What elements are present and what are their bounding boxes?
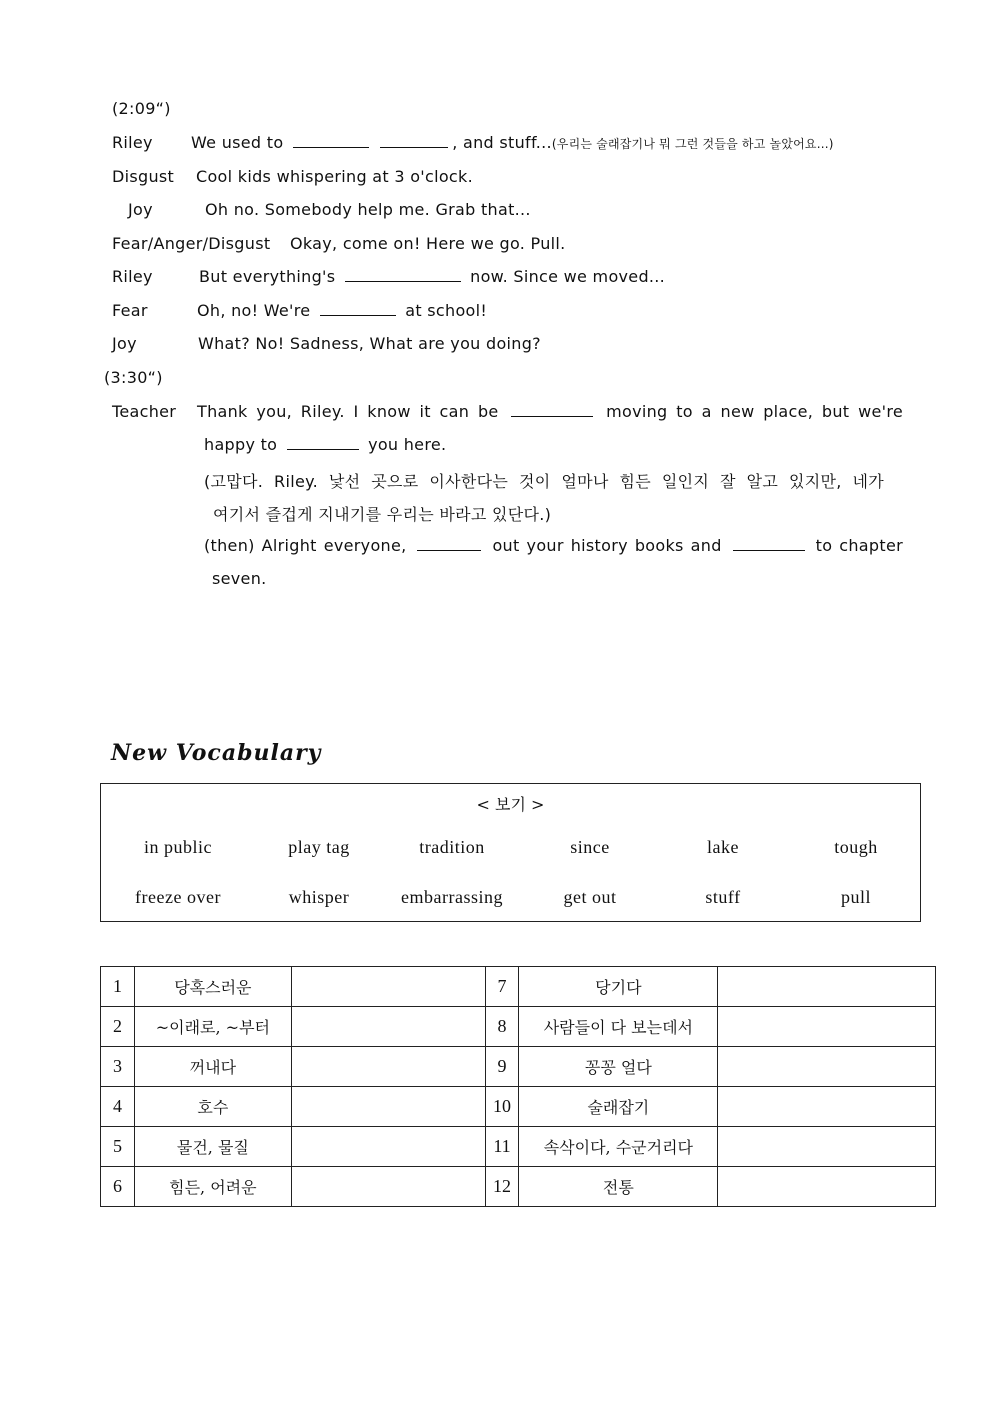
word-bank-item: lake [707,837,739,857]
answer-cell[interactable] [291,1087,485,1127]
speaker-label: Joy [112,334,137,353]
korean-translation: (우리는 술래잡기나 뭐 그런 것들을 하고 놀았어요...) [551,137,834,151]
word-bank-item: play tag [288,837,350,857]
answer-blank[interactable] [320,301,396,316]
korean-translation: (고맙다. Riley. 낯선 곳으로 이사한다는 것이 얼마나 힘든 일인지 잘 알고 있지만, 네가 [204,472,884,491]
dialogue-text: now. Since we moved... [470,267,666,286]
word-bank-item: tradition [419,837,485,857]
speaker-label: Riley [112,133,153,152]
answer-cell[interactable] [718,1007,936,1047]
answer-cell[interactable] [291,967,485,1007]
item-number: 12 [485,1167,519,1207]
dialogue-text: at school! [405,301,488,320]
item-number: 3 [101,1047,135,1087]
word-bank-item: tough [834,837,878,857]
item-number: 10 [485,1087,519,1127]
korean-meaning: 꺼내다 [134,1047,291,1087]
dialogue-line [204,536,903,555]
answer-blank[interactable] [417,536,481,551]
table-row [101,1127,936,1167]
dialogue-text: happy to [204,435,278,454]
dialogue-text: moving to a new place, but we're [606,402,904,421]
speaker-label: Fear/Anger/Disgust [112,234,271,253]
korean-meaning: 술래잡기 [519,1087,718,1127]
dialogue-text: But everything's [199,267,336,286]
dialogue-text: What? No! Sadness, What are you doing? [198,334,541,353]
answer-cell[interactable] [718,1047,936,1087]
section-title: New Vocabulary [111,740,322,766]
item-number: 5 [101,1127,135,1167]
dialogue-text: We used to [191,133,284,152]
item-number: 1 [101,967,135,1007]
word-bank-title: < 보기 > [476,795,545,814]
answer-cell[interactable] [291,1127,485,1167]
answer-cell[interactable] [291,1167,485,1207]
korean-meaning: 호수 [134,1087,291,1127]
vocab-table [100,966,936,1207]
dialogue-text: , and stuff... [452,133,552,152]
table-row [101,1007,936,1047]
korean-meaning: 당혹스러운 [134,967,291,1007]
answer-blank[interactable] [287,435,359,450]
korean-meaning: 물건, 물질 [134,1127,291,1167]
word-bank-item: in public [144,837,212,857]
speaker-label: Riley [112,267,153,286]
word-bank-item: get out [563,887,617,907]
korean-meaning: 속삭이다, 수군거리다 [519,1127,718,1167]
korean-meaning: 꽁꽁 얼다 [519,1047,718,1087]
korean-meaning: ~이래로, ~부터 [134,1007,291,1047]
dialogue-text: Cool kids whispering at 3 o'clock. [196,167,473,186]
answer-cell[interactable] [291,1007,485,1047]
item-number: 11 [485,1127,519,1167]
answer-cell[interactable] [291,1047,485,1087]
word-bank-item: freeze over [135,887,221,907]
item-number: 8 [485,1007,519,1047]
dialogue-text: out your history books and [492,536,722,555]
speaker-label: Joy [128,200,153,219]
answer-cell[interactable] [718,967,936,1007]
timestamp: (2:09“) [112,99,171,118]
word-bank-item: embarrassing [401,887,503,907]
dialogue-text: you here. [368,435,447,454]
korean-meaning: 사람들이 다 보는데서 [519,1007,718,1047]
korean-translation: 여기서 즐겁게 지내기를 우리는 바라고 있단다.) [213,505,552,524]
table-row [101,1087,936,1127]
answer-blank[interactable] [733,536,805,551]
korean-meaning: 힘든, 어려운 [134,1167,291,1207]
speaker-label: Disgust [112,167,175,186]
speaker-label: Fear [112,301,148,320]
dialogue-text: seven. [212,569,267,588]
table-row [101,967,936,1007]
item-number: 7 [485,967,519,1007]
dialogue-text: to chapter [815,536,903,555]
dialogue-text: Thank you, Riley. I know it can be [197,402,499,421]
dialogue-text: Okay, come on! Here we go. Pull. [290,234,566,253]
word-bank [100,783,921,922]
item-number: 4 [101,1087,135,1127]
answer-cell[interactable] [718,1087,936,1127]
korean-meaning: 전통 [519,1167,718,1207]
answer-blank[interactable] [345,267,461,282]
word-bank-item: stuff [705,887,741,907]
word-bank-item: pull [840,887,871,907]
answer-blank[interactable] [511,402,593,417]
dialogue-text: Oh, no! We're [197,301,311,320]
korean-meaning: 당기다 [519,967,718,1007]
word-bank-item: since [570,837,610,857]
timestamp: (3:30“) [104,368,163,387]
dialogue-text: (then) Alright everyone, [204,536,407,555]
item-number: 9 [485,1047,519,1087]
dialogue-text: Oh no. Somebody help me. Grab that... [205,200,531,219]
answer-blank[interactable] [293,133,369,148]
item-number: 2 [101,1007,135,1047]
answer-cell[interactable] [718,1127,936,1167]
answer-blank[interactable] [380,133,448,148]
speaker-label: Teacher [112,402,177,421]
table-row [101,1047,936,1087]
item-number: 6 [101,1167,135,1207]
word-bank-item: whisper [288,887,350,907]
table-row [101,1167,936,1207]
answer-cell[interactable] [718,1167,936,1207]
dialogue-line [204,435,446,454]
